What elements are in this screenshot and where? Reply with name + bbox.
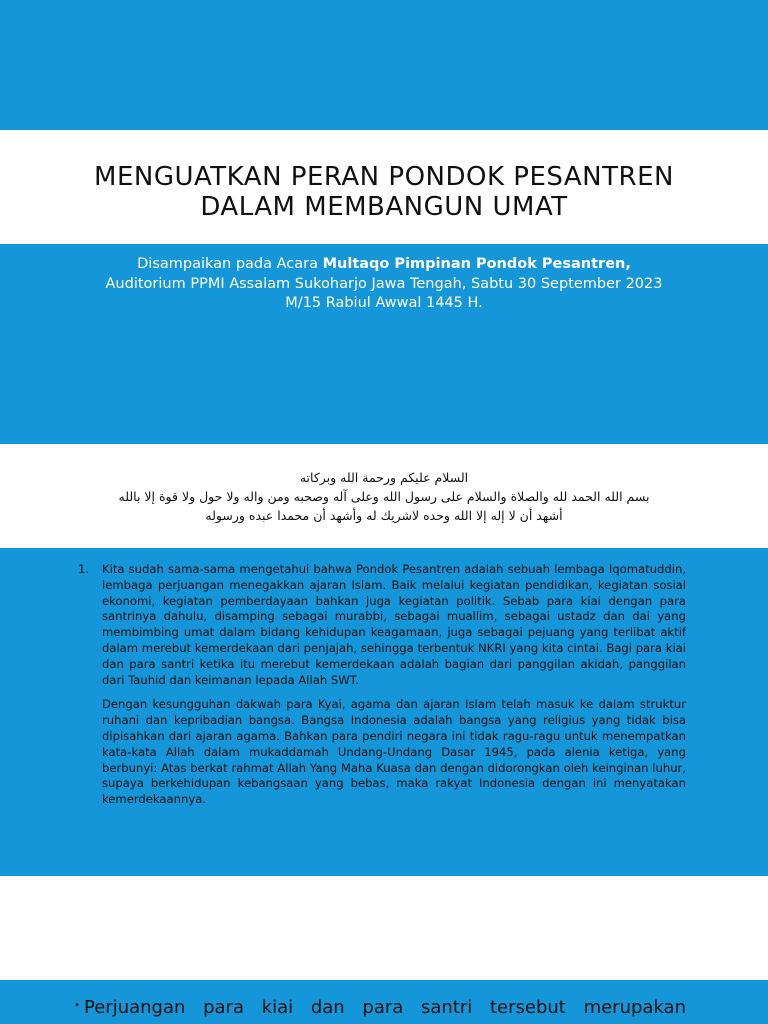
- subtitle-event-name: Multaqo Pimpinan Pondok Pesantren,: [322, 256, 631, 272]
- list-number: 1.: [78, 562, 90, 576]
- white-gap-band: [0, 876, 768, 980]
- greeting-line-3: أشهد أن لا إله إلا الله وحده لاشريك له وأشهد أن محمدا عبده ورسوله: [205, 508, 563, 523]
- next-slide-line: Perjuangan para kiai dan para santri tersebut merupakan: [84, 997, 686, 1018]
- arabic-greeting: [40, 468, 728, 525]
- content-body: [78, 562, 686, 817]
- paragraph-1: Kita sudah sama-sama mengetahui bahwa Pondok Pesantren adalah sebuah lembaga Iqomatuddin, lembaga perjuangan menegakkan ajaran Islam. Baik melalui kegiatan pendidikan, kegiatan sosial ekonomi, kegiatan pemberdayaan bahkan juga kegiatan politik. Sebab para kiai dengan para santrinya dahulu, disamping sebagai murabbi, sebagai muallim, sebagai ustadz dan dai yang membimbing umat dalam bidang kehidupan keagamaan, juga sebagai pejuang yang terlibat aktif dalam merebut kemerdekaan dari penjajah, sehingga terbentuk NKRI yang kita cintai. Bagi para kiai dan para santri ketika itu merebut kemerdekaan adalah bagian dari panggilan akidah, panggilan dari Tauhid dan keimanan lepada Allah SWT.: [102, 562, 686, 687]
- subtitle-prefix: Disampaikan pada Acara: [137, 256, 323, 272]
- title-line-2: DALAM MEMBANGUN UMAT: [200, 192, 568, 222]
- page-title: [0, 162, 768, 222]
- subtitle-suffix: Auditorium PPMI Assalam Sukoharjo Jawa Tengah, Sabtu 30 September 2023 M/15 Rabiul Awwal 1445 H.: [105, 275, 663, 311]
- top-blue-band: [0, 0, 768, 130]
- bullet-icon: •: [74, 1000, 80, 1011]
- paragraph-2: Dengan kesungguhan dakwah para Kyai, agama dan ajaran Islam telah masuk ke dalam struktur ruhani dan kepribadian bangsa. Bangsa Indonesia adalah bangsa yang religius yang tidak bisa dipisahkan dari ajaran agama. Bahkan para pendiri negara ini tidak ragu-ragu untuk menempatkan kata-kata Allah dalam mukaddamah Undang-Undang Dasar 1945, pada alenia ketiga, yang berbunyi: Atas berkat rahmat Allah Yang Maha Kuasa dan dengan didorongkan oleh keinginan luhur, supaya berkehidupan kebangsaan yang bebas, maka rakyat Indonesia dengan ini menyatakan kemerdekaannya.: [102, 697, 686, 807]
- title-line-1: MENGUATKAN PERAN PONDOK PESANTREN: [94, 162, 674, 192]
- next-slide-text: [74, 994, 686, 1022]
- subtitle: [96, 255, 672, 314]
- greeting-line-2: بسم الله الحمد لله والصلاة والسلام على رسول الله وعلى آله وصحبه ومن واله ولا حول ولا قوة إلا بالله: [118, 489, 650, 504]
- greeting-line-1: السلام عليكم ورحمة الله وبركاته: [299, 470, 469, 485]
